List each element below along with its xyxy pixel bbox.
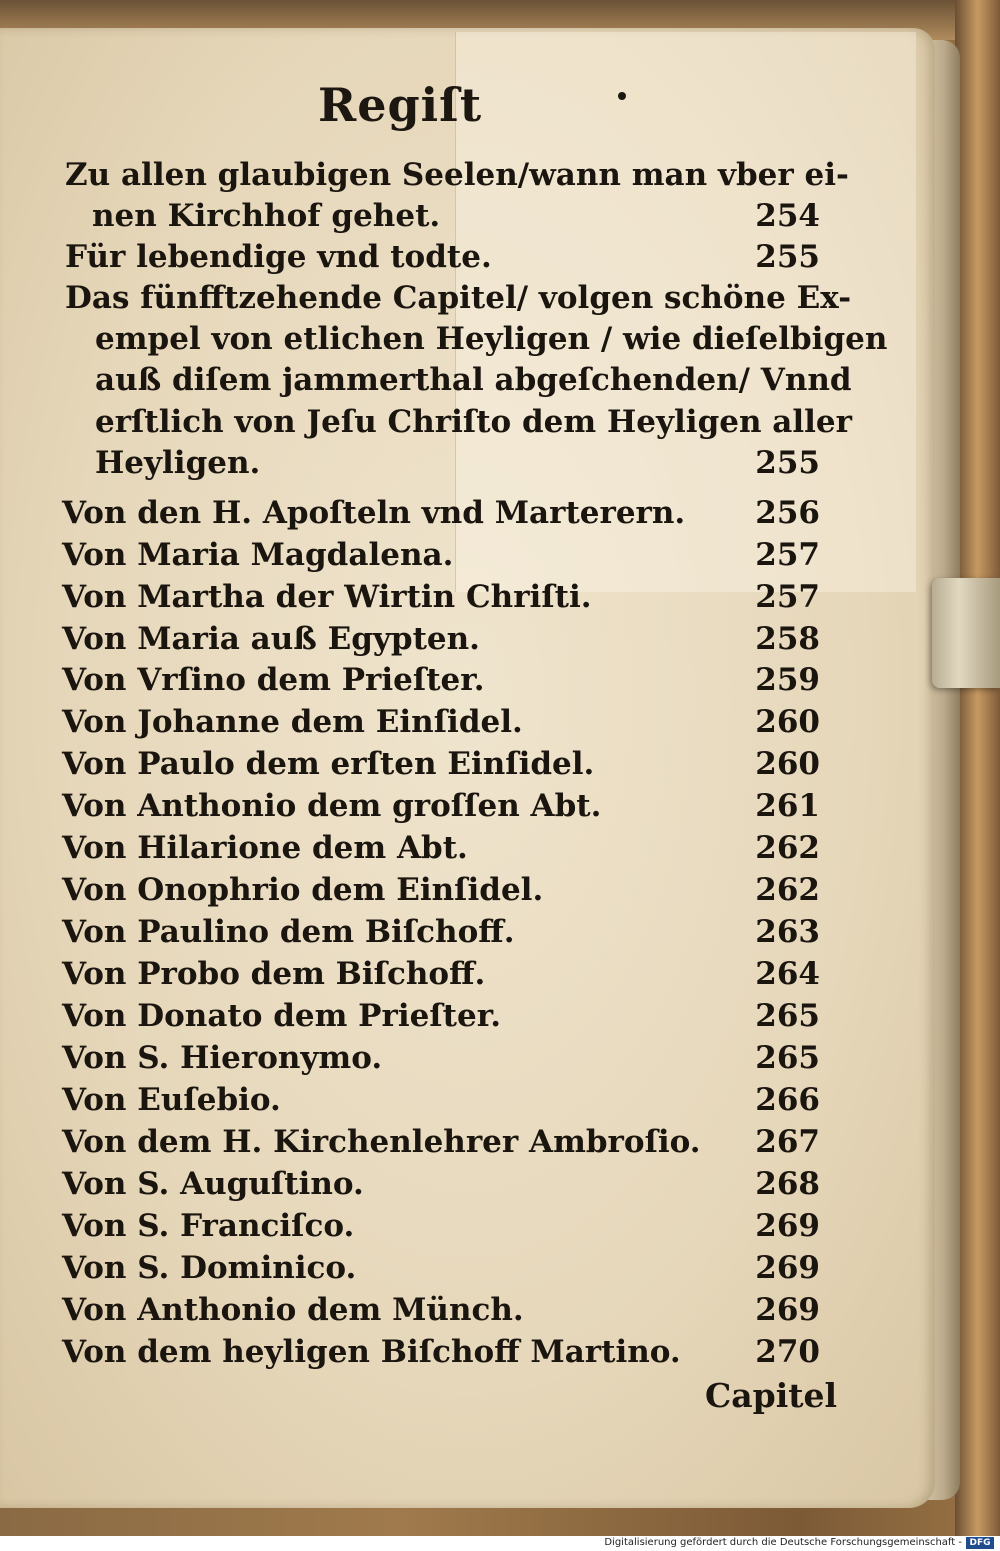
register-entry xyxy=(0,196,935,237)
entry-title: Von Maria auß Egypten. xyxy=(62,621,480,657)
footer-bar xyxy=(0,1536,1000,1551)
entry-title: Von S. Dominico. xyxy=(62,1250,357,1286)
entry-title: nen Kirchhof gehet. xyxy=(92,198,441,234)
register-entry xyxy=(0,1122,935,1163)
entry-page-number: 262 xyxy=(755,830,820,866)
entry-page-number: 266 xyxy=(755,1082,820,1118)
entry-title: Von dem H. Kirchenlehrer Ambroſio. xyxy=(62,1124,701,1160)
entry-title: Das fünfftzehende Capitel/ volgen schöne Ex- xyxy=(65,280,852,316)
entry-page-number: 269 xyxy=(755,1208,820,1244)
register-entry xyxy=(0,577,935,618)
entry-page-number: 264 xyxy=(755,956,820,992)
entry-title: Von Onophrio dem Einſidel. xyxy=(62,872,544,908)
register-entry xyxy=(0,702,935,743)
entry-page-number: 270 xyxy=(755,1334,820,1370)
entry-page-number: 255 xyxy=(755,239,820,275)
entry-title: auß diſem jammerthal abgeſchenden/ Vnnd xyxy=(95,362,852,398)
entry-title: Von Anthonio dem Münch. xyxy=(62,1292,524,1328)
entry-page-number: 255 xyxy=(755,445,820,481)
entry-page-number: 268 xyxy=(755,1166,820,1202)
entry-page-number: 265 xyxy=(755,1040,820,1076)
register-entry xyxy=(0,535,935,576)
register-entry xyxy=(0,1290,935,1331)
register-entry xyxy=(0,1332,935,1373)
entry-page-number: 256 xyxy=(755,495,820,531)
register-entry xyxy=(0,155,935,196)
register-entry xyxy=(0,870,935,911)
dfg-logo: DFG xyxy=(966,1537,994,1549)
entry-title: Von Hilarione dem Abt. xyxy=(62,830,468,866)
entry-page-number: 267 xyxy=(755,1124,820,1160)
entry-title: Für lebendige vnd todte. xyxy=(65,239,492,275)
register-entry xyxy=(0,360,935,401)
register-entry xyxy=(0,828,935,869)
register-entry xyxy=(0,493,935,534)
footer-credit: Digitalisierung gefördert durch die Deutsche Forschungsgemeinschaft - xyxy=(604,1537,962,1548)
entry-title: erſtlich von Jeſu Chriſto dem Heyligen aller xyxy=(95,404,852,440)
entry-page-number: 269 xyxy=(755,1292,820,1328)
entry-page-number: 265 xyxy=(755,998,820,1034)
entry-title: Von Paulino dem Biſchoff. xyxy=(62,914,515,950)
entry-title: Von Vrſino dem Prieſter. xyxy=(62,662,485,698)
register-entry xyxy=(0,278,935,319)
entry-title: Von den H. Apoſteln vnd Marterern. xyxy=(62,495,686,531)
entry-page-number: 260 xyxy=(755,704,820,740)
entry-title: Heyligen. xyxy=(95,445,261,481)
entry-page-number: 269 xyxy=(755,1250,820,1286)
entry-page-number: 257 xyxy=(755,579,820,615)
ornament-dot xyxy=(618,92,626,100)
entry-title: Von Donato dem Prieſter. xyxy=(62,998,501,1034)
entry-title: Von Martha der Wirtin Chriſti. xyxy=(62,579,592,615)
register-entry xyxy=(0,1206,935,1247)
entry-title: Von S. Auguſtino. xyxy=(62,1166,364,1202)
entry-title: Von Maria Magdalena. xyxy=(62,537,454,573)
register-entry xyxy=(0,1080,935,1121)
entry-page-number: 254 xyxy=(755,198,820,234)
entry-title: Von Anthonio dem groſſen Abt. xyxy=(62,788,602,824)
register-entry xyxy=(0,237,935,278)
entry-title: Von Probo dem Biſchoff. xyxy=(62,956,486,992)
entry-title: Von S. Hieronymo. xyxy=(62,1040,383,1076)
entry-title: Zu allen glaubigen Seelen/wann man vber ei- xyxy=(65,157,849,193)
register-entry xyxy=(0,954,935,995)
entry-title: Von S. Franciſco. xyxy=(62,1208,355,1244)
entry-title: Von Johanne dem Einſidel. xyxy=(62,704,523,740)
register-entry xyxy=(0,912,935,953)
entry-title: Von Euſebio. xyxy=(62,1082,281,1118)
entry-title: Von dem heyligen Biſchoff Martino. xyxy=(62,1334,681,1370)
register-entry xyxy=(0,744,935,785)
register-entry xyxy=(0,443,935,484)
register-entry xyxy=(0,619,935,660)
register-entry xyxy=(0,786,935,827)
cover-spine-edge xyxy=(955,0,1000,1536)
entry-page-number: 261 xyxy=(755,788,820,824)
register-entry xyxy=(0,1164,935,1205)
entry-title: empel von etlichen Heyligen / wie dieſelbigen xyxy=(95,321,888,357)
register-entry xyxy=(0,402,935,443)
entry-page-number: 263 xyxy=(755,914,820,950)
register-entry xyxy=(0,996,935,1037)
entry-title: Von Paulo dem erſten Einſidel. xyxy=(62,746,595,782)
entry-page-number: 257 xyxy=(755,537,820,573)
entry-page-number: 258 xyxy=(755,621,820,657)
register-entry xyxy=(0,1038,935,1079)
entry-page-number: 259 xyxy=(755,662,820,698)
entry-page-number: 260 xyxy=(755,746,820,782)
register-entry xyxy=(0,1248,935,1289)
catchword: Capitel xyxy=(705,1376,838,1415)
register-entry xyxy=(0,319,935,360)
clasp xyxy=(932,578,1000,688)
entry-page-number: 262 xyxy=(755,872,820,908)
register-entry xyxy=(0,660,935,701)
page-title: Regiſt xyxy=(318,78,483,132)
